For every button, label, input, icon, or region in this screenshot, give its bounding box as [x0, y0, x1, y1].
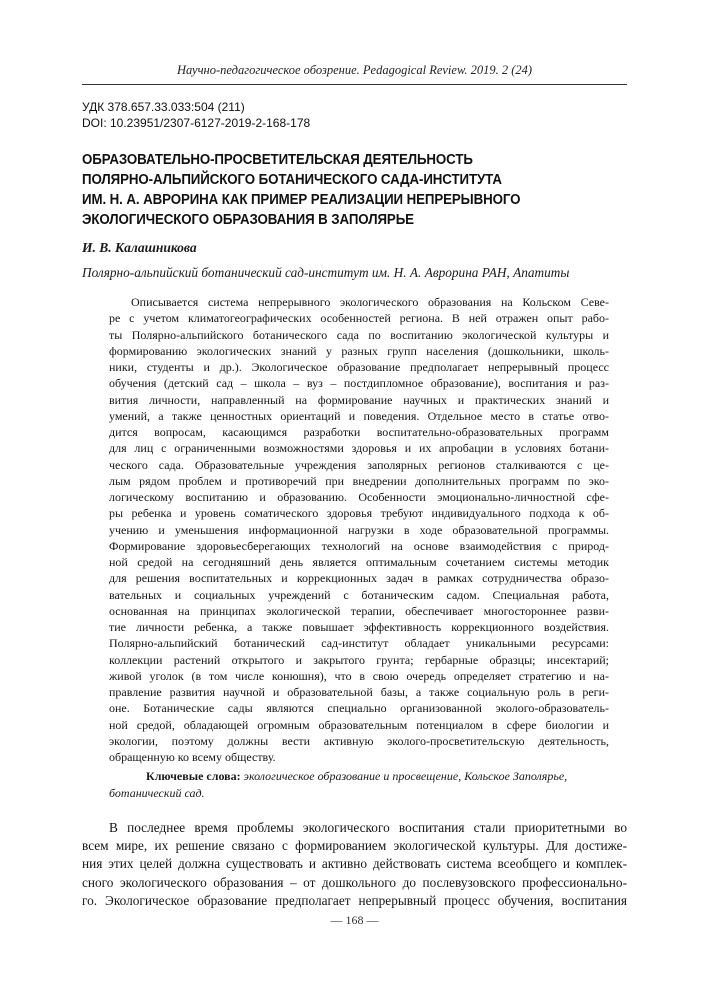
abstract-line: оне. Ботанические сады являются специально организованной эколого-образователь- [109, 701, 609, 716]
abstract-line: обучения (детский сад – школа – вуз – постдипломное образование), воспитания и раз- [109, 376, 609, 391]
keywords-text: экологическое образование и просвещение, Кольское Заполярье, [243, 769, 568, 783]
page-number: — 168 — [330, 913, 379, 927]
abstract-line: ческого сада. Образовательные учреждения заполярных регионов сталкиваются с це- [109, 457, 609, 472]
abstract-line: вития личности, направленный на формирование научных и практических знаний и [109, 392, 609, 407]
keywords-text: ботанический сад. [109, 785, 205, 800]
abstract-line: живой уголок (в том числе конюшня), что в свою очередь определяет стратегию и на- [109, 668, 609, 683]
abstract-line: для лиц с ограниченными возможностями здоровья и их апробации в условиях ботани- [109, 441, 609, 456]
abstract-line: коллекции растений открытого и закрытого грунта; гербарные образцы; инсектарий; [109, 652, 609, 667]
abstract-line: Формирование здоровьесберегающих технологий на основе взаимодействия с природ- [109, 538, 609, 553]
abstract-line: ры ребенка и уровень соматического здоровья требуют индивидуального подхода к об- [109, 506, 609, 521]
abstract-line: основанная на принципах экологической терапии, обеспечивает многостороннее разви- [109, 603, 609, 618]
header-rule [82, 84, 627, 85]
body-line: ния этих целей должна существовать и активно действовать система всеобщего и комплек- [82, 856, 627, 872]
abstract-line: ты Полярно-альпийского ботанического сада по воспитанию экологической культуры и [109, 327, 609, 342]
abstract-line: дится вопросам, касающимся разработки воспитательно-образовательных программ [109, 425, 609, 439]
article-title [82, 150, 589, 230]
abstract-line: лым рядом проблем и противоречий при внедрении дополнительных программ по эко- [109, 473, 609, 488]
article-identifiers [82, 99, 310, 131]
body-line: всем мире, их решение связано с формированием экологической культуры. Для достиже- [82, 838, 627, 854]
body-text [82, 819, 627, 910]
title-line: ПОЛЯРНО-АЛЬПИЙСКОГО БОТАНИЧЕСКОГО САДА-ИНСТИТУТА [82, 172, 502, 188]
abstract-line: вательных и социальных учреждений с ботаническим садом. Специальная работа, [109, 587, 609, 602]
abstract-line: логическому воспитанию и образованию. Особенности эмоционально-личностной сфе- [109, 490, 609, 504]
keywords-label: Ключевые слова: [146, 769, 241, 783]
keywords [109, 768, 609, 801]
abstract [109, 294, 609, 765]
body-line: сного экологического образования – от дошкольного до послевузовского профессионально- [82, 874, 627, 890]
abstract-line: тие личности ребенка, а также повышает эффективность коррекционного воздействия. [109, 620, 609, 634]
abstract-line: обращенную ко всему обществу. [109, 750, 276, 764]
title-line: ОБРАЗОВАТЕЛЬНО-ПРОСВЕТИТЕЛЬСКАЯ ДЕЯТЕЛЬНОСТЬ [82, 152, 473, 168]
doi[interactable]: DOI: 10.23951/2307-6127-2019-2-168-178 [82, 116, 311, 130]
keywords-line [109, 768, 609, 785]
body-line: В последнее время проблемы экологического воспитания стали приоритетными во [109, 820, 627, 835]
author-affiliation: Полярно-альпийский ботанический сад-институт им. Н. А. Аврорина РАН, Апатиты [82, 265, 570, 280]
abstract-line: ной средой, обладающей огромным образовательным потенциалом в сфере биологии и [109, 717, 609, 732]
abstract-line: учению и уменьшения информационной нагрузки в ходе образовательной программы. [109, 522, 609, 537]
running-head: Научно-педагогическое обозрение. Pedagogical Review. 2019. 2 (24) [176, 63, 533, 77]
title-line: ИМ. Н. А. АВРОРИНА КАК ПРИМЕР РЕАЛИЗАЦИИ НЕПРЕРЫВНОГО [82, 192, 521, 208]
abstract-line: Описывается система непрерывного экологического образования на Кольском Севе- [131, 295, 609, 309]
title-line: ЭКОЛОГИЧЕСКОГО ОБРАЗОВАНИЯ В ЗАПОЛЯРЬЕ [82, 212, 414, 228]
abstract-line: умений, а также ценностных ориентаций и поведения. Отдельное место в статье отво- [109, 408, 609, 423]
abstract-line: ной средой на сегодняшний день является оптимальным сочетанием системы методик [109, 555, 609, 569]
abstract-line: формированию экологических знаний у разных групп населения (дошкольники, школь- [109, 343, 609, 358]
body-line: го. Экологическое образование предполагает непрерывный процесс обучения, воспитания [82, 892, 627, 908]
abstract-line: ре с учетом климатогеографических особенностей региона. В ней отражен опыт рабо- [109, 311, 609, 326]
author-name: И. В. Калашникова [82, 240, 197, 255]
abstract-line: правление развития научной и образовательной базы, а также социальную роль в реги- [109, 685, 609, 699]
abstract-line: ники, студенты и др.). Экологическое образование предполагает непрерывный процесс [109, 360, 609, 374]
abstract-line: Полярно-альпийский ботанический сад-институт обладает уникальными ресурсами: [109, 636, 609, 651]
udc-code: УДК 378.657.33.033:504 (211) [82, 100, 245, 114]
abstract-line: экологии, поэтому должны вести активную эколого-просветительскую деятельность, [109, 733, 609, 748]
abstract-line: для решения воспитательных и коррекционных задач в рамках сотрудничества образо- [109, 571, 609, 586]
